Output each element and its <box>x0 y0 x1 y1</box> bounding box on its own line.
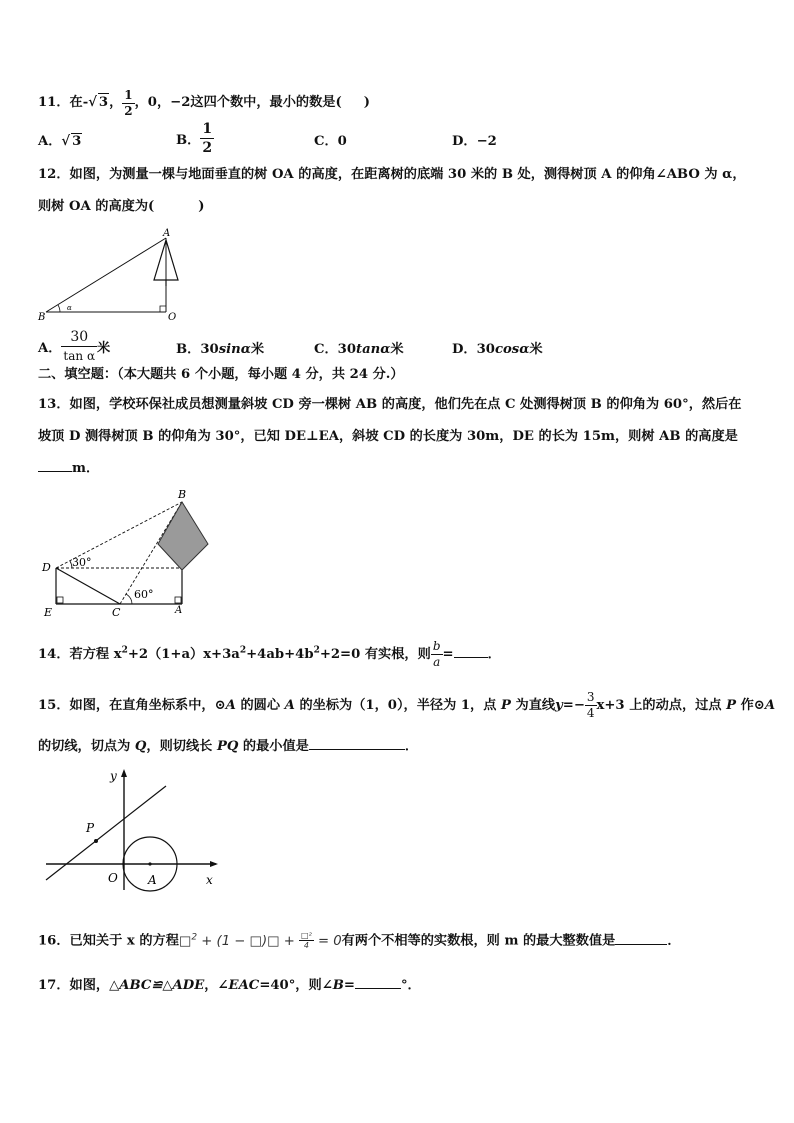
q15-label-y: y <box>110 769 117 783</box>
q12-a-unit: 米 <box>97 341 111 356</box>
q17-angle-b: ∠B <box>321 978 344 993</box>
q16-pre: 16．已知关于 x 的方程 <box>38 933 179 949</box>
q15-x-arrow <box>210 861 218 867</box>
q15-t5: x+3 上的动点，过点 <box>596 698 727 713</box>
q11-sep: ， <box>109 95 123 110</box>
q15-label-o: O <box>108 871 118 885</box>
q15-pq-var: PQ <box>216 739 239 754</box>
q11-option-a <box>38 130 82 149</box>
q16-eq-b: + (1 − □)□ + <box>197 933 300 949</box>
q12-c-pre: C．30 <box>314 342 357 357</box>
q11-option-b <box>176 120 214 157</box>
q15-line2-post: 的最小值是 <box>238 739 309 754</box>
q15-line2-mid: ，则切线长 <box>146 739 217 754</box>
q14-fraction <box>431 639 443 670</box>
q14-line <box>38 639 501 670</box>
q11-option-d: D．−2 <box>452 134 497 149</box>
q15-frac-den: 4 <box>586 706 595 720</box>
q16-equation <box>178 931 342 950</box>
q13-line1: 13．如图，学校环保社成员想测量斜坡 CD 旁一棵树 AB 的高度，他们先在点 C 处测得树顶 B 的仰角为 60°，然后在 <box>38 397 742 412</box>
q17-angle-eac: ∠EAC <box>217 978 260 993</box>
q15-circle-a: A <box>225 698 236 713</box>
q15-p1: P <box>501 698 511 713</box>
q11-number: 11． <box>38 95 70 110</box>
q17-answer-blank <box>355 988 401 989</box>
q16-answer-blank <box>615 944 667 945</box>
q13-unit: m． <box>72 461 100 476</box>
q14-mid3: +2=0 有实根，则 <box>319 647 431 662</box>
q15-y-arrow <box>121 769 127 777</box>
q12-label-alpha: α <box>67 304 72 312</box>
q13-label-a: A <box>175 605 183 616</box>
q11-b-label: B． <box>176 133 201 148</box>
q16-eq-a-sup: 2 <box>191 932 198 943</box>
q17-line <box>38 977 421 995</box>
q13-answer-blank <box>38 471 72 472</box>
q16-eq-c: = 0 <box>313 933 342 949</box>
q15-line2 <box>38 738 418 756</box>
q14-sup1: 2 <box>121 645 128 656</box>
q11-a-arg: 3 <box>72 134 82 149</box>
q12-c-unit: 米 <box>390 342 404 357</box>
q14-mid2: +4ab+4b <box>246 647 314 662</box>
q12-angle-arc <box>58 305 60 312</box>
q12-a-den: tan α <box>63 349 96 363</box>
q12-option-a <box>38 328 110 365</box>
q15-p2: P <box>726 698 737 713</box>
q16-line <box>38 931 681 951</box>
q11-fraction <box>122 88 134 119</box>
q15-end: ． <box>404 739 419 754</box>
q16-eq-fraction <box>299 931 314 950</box>
section-heading: 二、填空题：（本大题共 6 个小题，每小题 4 分，共 24 分.） <box>38 367 404 382</box>
q12-a-label: A． <box>38 341 62 356</box>
q12-a-fraction <box>61 328 97 365</box>
q17-sep: ， <box>204 978 218 993</box>
q14-frac-num: b <box>432 639 441 653</box>
q15-line2-pre: 的切线，切点为 <box>38 739 135 754</box>
q14-answer-blank <box>454 657 488 658</box>
q12-b-pre: B．30 <box>176 342 219 357</box>
q11-a-label: A． <box>38 134 62 149</box>
q14-sup2: 2 <box>239 645 247 656</box>
q12-line-ba <box>46 238 166 312</box>
q13-label-b: B <box>178 488 187 501</box>
q12-b-fn: sinα <box>218 342 251 357</box>
q17-end: °． <box>400 978 421 993</box>
q12-a-num: 30 <box>61 328 97 347</box>
q13-angle-60: 60° <box>134 588 154 601</box>
q12-b-unit: 米 <box>250 342 265 357</box>
q16-eq-frac-den: 4 <box>303 941 309 950</box>
q11-pre: 在- <box>69 95 89 110</box>
q13-label-d: D <box>42 561 51 574</box>
q15-label-a: A <box>148 873 157 887</box>
q12-option-d <box>452 338 543 357</box>
q11-mid: ，0，−2 <box>134 95 191 110</box>
sqrt-arg: 3 <box>98 95 109 110</box>
q12-right-angle <box>160 306 166 312</box>
q15-t1: 的圆心 <box>235 698 285 713</box>
q14-mid1: +2（1+a）x+3a <box>127 647 240 662</box>
q12-option-b <box>176 338 264 357</box>
sqrt-symbol: √ <box>61 134 71 149</box>
q14-frac-den: a <box>433 655 441 669</box>
q13-label-e: E <box>44 606 53 619</box>
q13-figure <box>36 484 216 620</box>
q17-eq40: =40°，则 <box>259 978 322 993</box>
q11-b-den: 2 <box>202 140 213 156</box>
q16-end: ． <box>667 933 681 949</box>
q15-q-var: Q <box>134 739 147 754</box>
q12-label-o: O <box>168 312 177 323</box>
q11-frac-num: 1 <box>124 88 133 102</box>
q12-option-c <box>314 338 404 357</box>
q11-close: ) <box>363 95 370 110</box>
q15-point-p <box>94 839 98 843</box>
q13-label-c: C <box>112 606 121 619</box>
q15-line-y <box>46 786 166 880</box>
q15-label-x: x <box>206 873 213 887</box>
q12-d-unit: 米 <box>529 342 543 357</box>
q15-a2: A <box>284 698 295 713</box>
q15-t3: 为直线 <box>510 698 556 713</box>
q13-angle-30: 30° <box>72 556 92 569</box>
q14-sup3: 2 <box>313 645 320 656</box>
q15-pre: 15．如图，在直角坐标系中，⊙ <box>38 698 226 713</box>
q15-t2: 的坐标为（1，0），半径为 1，点 <box>294 698 502 713</box>
q12-d-pre: D．30 <box>452 342 495 357</box>
q16-eq-a: □ <box>178 933 192 949</box>
q11-post: 这四个数中，最小的数是( <box>190 95 342 110</box>
q15-t4: =− <box>562 698 585 713</box>
q12-line2-text: 则树 OA 的高度为( <box>38 199 155 214</box>
q11-b-num: 1 <box>202 121 213 137</box>
q16-post: 有两个不相等的实数根，则 m 的最大整数值是 <box>341 933 616 949</box>
q15-fraction <box>585 690 597 721</box>
q16-eq-frac-num: □² <box>301 931 312 940</box>
q12-c-fn: tanα <box>356 342 391 357</box>
q11-b-fraction <box>200 120 214 157</box>
q15-figure <box>40 764 230 894</box>
q12-line2-close: ) <box>198 199 205 214</box>
q13-line2: 坡顶 D 测得树顶 B 的仰角为 30°，已知 DE⊥EA，斜坡 CD 的长度为 30m，DE 的长为 15m，则树 AB 的高度是 <box>38 429 738 444</box>
q15-a3: A <box>764 698 776 713</box>
q12-label-a: A <box>163 228 171 239</box>
q15-point-a <box>148 862 151 865</box>
q12-line1: 12．如图，为测量一棵与地面垂直的树 OA 的高度，在距离树的底端 30 米的 B 处，测得树顶 A 的仰角∠ABO 为 α， <box>38 167 746 182</box>
q12-d-fn: cosα <box>494 342 530 357</box>
q12-label-b: B <box>38 312 46 323</box>
q17-pre: 17．如图， <box>38 978 110 993</box>
sqrt-symbol: √ <box>88 95 97 110</box>
q15-t6: 作⊙ <box>736 698 765 713</box>
q11-line <box>38 88 370 119</box>
q11-option-c: C．0 <box>314 134 347 149</box>
q15-yvar: y <box>555 698 563 713</box>
q15-label-p: P <box>86 821 95 835</box>
q15-answer-blank <box>309 749 405 750</box>
q17-eq: = <box>343 978 355 993</box>
q12-figure <box>36 226 186 324</box>
q11-frac-den: 2 <box>124 104 133 118</box>
q12-line2 <box>38 198 205 216</box>
q17-triangles: △ABC≌△ADE <box>109 978 205 993</box>
q14-end: ． <box>487 647 501 662</box>
q15-frac-num: 3 <box>586 690 595 704</box>
q13-line3 <box>38 460 99 478</box>
q15-line1 <box>38 690 775 721</box>
q14-pre: 14．若方程 x <box>38 647 122 662</box>
q14-eq: = <box>442 647 454 662</box>
